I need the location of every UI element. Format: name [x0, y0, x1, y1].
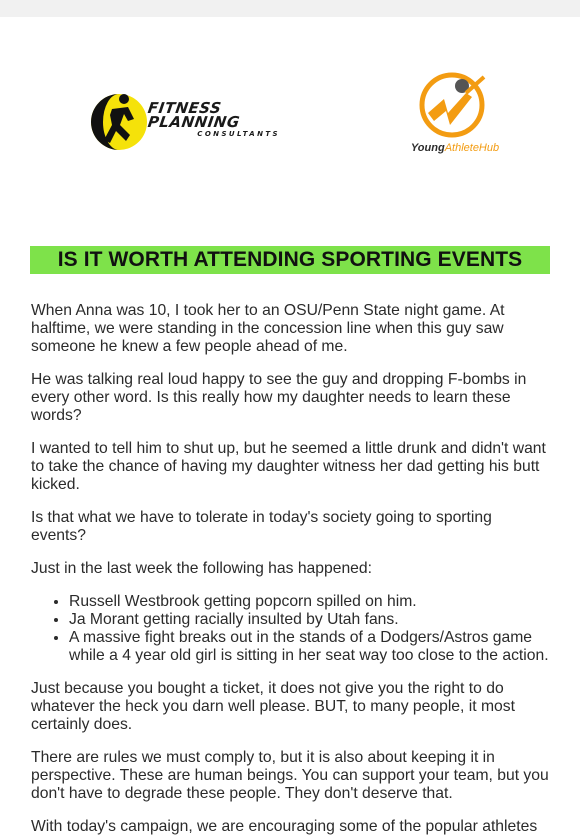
- logo-header: [0, 17, 580, 207]
- list-item: • Russell Westbrook getting popcorn spilled on him.: [69, 593, 549, 611]
- paragraph: There are rules we must comply to, but it is also about keeping it in perspective. These are human beings. You can support your team, but you don't have to degrade these people. They don't deserve that.: [31, 749, 549, 802]
- logo-text-fitness: FITNESS: [146, 99, 223, 117]
- list-item: • A massive fight breaks out in the stands of a Dodgers/Astros game while a 4 year old girl is sitting in her seat way too close to the action.: [69, 629, 549, 665]
- logo-text-planning: PLANNING: [146, 113, 241, 131]
- top-bar: [0, 0, 580, 17]
- young-athlete-hub-logo[interactable]: [400, 69, 510, 161]
- paragraph: Just in the last week the following has happened:: [31, 560, 372, 577]
- paragraph: Is that what we have to tolerate in today's society going to sporting events?: [31, 509, 492, 544]
- paragraph: With today's campaign, we are encouraging some of the popular athletes: [31, 818, 538, 835]
- paragraph: I wanted to tell him to shut up, but he seemed a little drunk and didn't want to take the chance of having my daughter witness her dad getting his butt kicked.: [31, 440, 546, 493]
- article-body: [0, 274, 580, 836]
- paragraph: Just because you bought a ticket, it does not give you the right to do whatever the heck you darn well please. BUT, to many people, it most certainly does.: [31, 680, 515, 733]
- paragraph: When Anna was 10, I took her to an OSU/Penn State night game. At halftime, we were standing in the concession line when this guy saw someone he knew a few people ahead of me.: [31, 302, 505, 355]
- paragraph: He was talking real loud happy to see the guy and dropping F-bombs in every other word. Is this really how my daughter needs to learn these words?: [31, 371, 527, 424]
- list-item: • Ja Morant getting racially insulted by Utah fans.: [69, 611, 549, 629]
- runner-silhouette-icon: [88, 85, 150, 151]
- fitness-planning-consultants-logo[interactable]: [88, 85, 280, 151]
- bullet-list: [31, 593, 549, 665]
- young-athlete-hub-wordmark: YoungAthleteHub: [410, 142, 500, 154]
- athlete-figure-icon: [414, 69, 494, 141]
- headline-banner: IS IT WORTH ATTENDING SPORTING EVENTS: [30, 246, 550, 274]
- logo-text-consultants: CONSULTANTS: [197, 130, 280, 138]
